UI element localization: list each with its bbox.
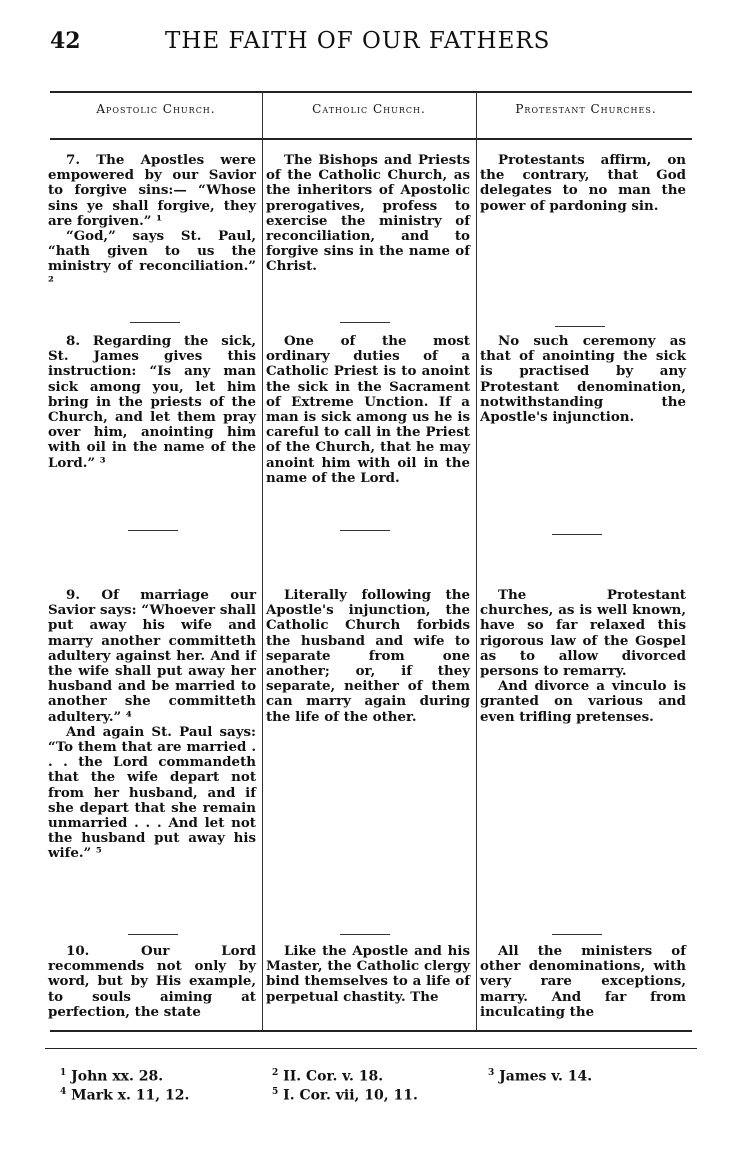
row-8-apostolic: 8. Regarding the sick, St. James gives this instruction: “Is any man sick among you, let him bring in the priests of the Church, and let them pray over him, anointing him with oil in the name of the Lord.” ³ <box>48 333 256 471</box>
footnote-text: II. Cor. v. 18. <box>283 1068 384 1085</box>
row-separator <box>340 322 390 323</box>
column-header-apostolic: Apostolic Church. <box>96 102 216 116</box>
row-7-catholic: The Bishops and Priests of the Catholic Church, as the inheritors of Apostolic prerogatives, profess to exercise the ministry of reconciliation, and to forgive sins in the name of Christ. <box>266 152 470 275</box>
row-separator <box>340 934 390 935</box>
footnote-text: James v. 14. <box>499 1068 593 1085</box>
row-10-protestant: All the ministers of other denominations, with very rare exceptions, marry. And far from inculcating the <box>480 943 686 1020</box>
row-10-apostolic: 10. Our Lord recommends not only by word, but by His example, to souls aiming at perfection, the state <box>48 943 256 1020</box>
row-separator <box>128 934 178 935</box>
footnote-mark: 2 <box>272 1068 279 1078</box>
row-9-apostolic <box>48 588 256 862</box>
footnote <box>60 1087 189 1104</box>
column-divider-2 <box>476 92 477 1030</box>
footnote-text: Mark x. 11, 12. <box>71 1087 190 1104</box>
row-8-catholic: One of the most ordinary duties of a Catholic Priest is to anoint the sick in the Sacrament of Extreme Unction. If a man is sick among us he is careful to call in the Priest of the Church, that he may anoint him with oil in the name of the Lord. <box>266 333 470 486</box>
row-7-protestant: Protestants affirm, on the contrary, that God delegates to no man the power of pardoning sin. <box>480 152 686 214</box>
page-number: 42 <box>50 28 81 54</box>
table-bottom-rule <box>50 1030 692 1032</box>
row-separator <box>555 326 605 327</box>
footnote-mark: 4 <box>60 1087 67 1097</box>
footnote <box>60 1068 163 1085</box>
row-9-apostolic-para-1: 9. Of marriage our Savior says: “Whoever shall put away his wife and marry another committeth adultery against her. And if the wife shall put away her husband and be married to another she committeth adultery.” ⁴ <box>48 587 256 725</box>
footnote <box>272 1087 418 1104</box>
footnote-rule <box>45 1048 697 1049</box>
row-9-protestant <box>480 588 686 725</box>
row-7-apostolic-para-2: “God,” says St. Paul, “hath given to us the ministry of reconciliation.” ² <box>48 228 256 290</box>
row-9-protestant-para-2: And divorce a vinculo is granted on various and even trifling pretenses. <box>480 678 686 725</box>
row-separator <box>552 534 602 535</box>
column-divider-1 <box>262 92 263 1030</box>
row-9-apostolic-para-2: And again St. Paul says: “To them that are married . . . the Lord commandeth that the wife depart not from her husband, and if she depart that she remain unmarried . . . And let not the husband put away his wife.” ⁵ <box>48 723 256 862</box>
row-separator <box>340 530 390 531</box>
row-9-catholic: Literally following the Apostle's injunction, the Catholic Church forbids the husband and wife to separate from one another; or, if they separate, neither of them can marry again during the life of the other. <box>266 587 470 725</box>
footnote-text: John xx. 28. <box>71 1068 164 1085</box>
row-separator <box>552 934 602 935</box>
table-top-rule <box>50 91 692 93</box>
footnote-mark: 1 <box>60 1068 67 1078</box>
row-10-catholic: Like the Apostle and his Master, the Catholic clergy bind themselves to a life of perpetual chastity. The <box>266 943 470 1005</box>
column-header-catholic: Catholic Church. <box>312 102 426 116</box>
row-8-protestant: No such ceremony as that of anointing the sick is practised by any Protestant denomination, notwithstanding the Apostle's injunction. <box>480 333 686 426</box>
footnote-text: I. Cor. vii, 10, 11. <box>283 1087 418 1104</box>
footnote <box>488 1068 592 1085</box>
row-7-apostolic-para-1: 7. The Apostles were empowered by our Savior to forgive sins:— “Whose sins ye shall forgive, they are forgiven.” ¹ <box>48 152 256 229</box>
row-9-protestant-para-1: The Protestant churches, as is well known, have so far relaxed this rigorous law of the Gospel as to allow divorced persons to remarry. <box>480 587 686 680</box>
header-bottom-rule <box>50 138 692 140</box>
column-header-protestant: Protestant Churches. <box>515 102 657 116</box>
footnote-mark: 3 <box>488 1068 495 1078</box>
row-separator <box>130 322 180 323</box>
row-7-apostolic <box>48 153 256 290</box>
book-title: THE FAITH OF OUR FATHERS <box>165 28 551 54</box>
footnote-mark: 5 <box>272 1087 279 1097</box>
footnote <box>272 1068 383 1085</box>
row-separator <box>128 530 178 531</box>
